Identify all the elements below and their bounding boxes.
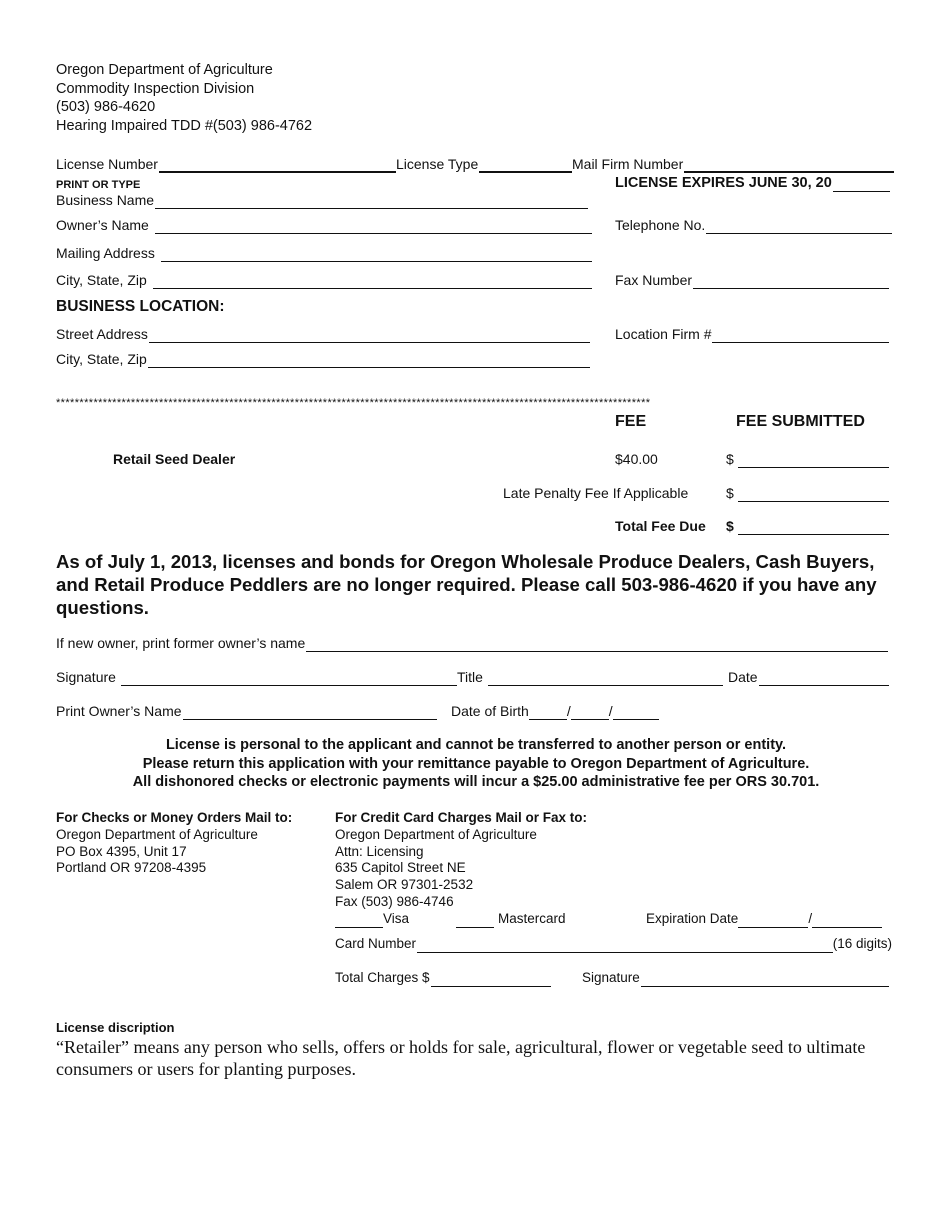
signature-label: Signature <box>56 669 116 685</box>
dollar-sign: $ <box>726 485 734 501</box>
fax-number-field[interactable] <box>615 271 889 289</box>
expiration-date-field[interactable] <box>646 910 882 928</box>
fee-submitted-header: FEE SUBMITTED <box>736 413 865 430</box>
agency-phone: (503) 986-4620 <box>56 99 156 116</box>
signature-field[interactable] <box>56 668 457 686</box>
mailing-address-label: Mailing Address <box>56 245 155 261</box>
total-fee-due-label: Total Fee Due <box>615 518 706 534</box>
print-or-type-label: PRINT OR TYPE <box>56 179 141 191</box>
date-of-birth-field[interactable] <box>451 702 659 720</box>
license-type-label: License Type <box>396 156 479 172</box>
fax-number-label: Fax Number <box>615 272 693 288</box>
title-field[interactable] <box>457 668 723 686</box>
total-charges-field[interactable] <box>335 969 551 987</box>
owners-name-field[interactable] <box>56 216 592 234</box>
total-fee-submitted-field[interactable] <box>726 517 889 535</box>
credit-mail-line: Fax (503) 986-4746 <box>335 893 454 909</box>
fee-header: FEE <box>615 413 647 430</box>
agency-division: Commodity Inspection Division <box>56 80 255 97</box>
late-penalty-submitted-field[interactable] <box>726 484 889 502</box>
print-owner-name-field[interactable] <box>56 702 437 720</box>
credit-mail-line: Salem OR 97301-2532 <box>335 877 474 893</box>
license-number-label: License Number <box>56 156 158 172</box>
owners-name-label: Owner’s Name <box>56 217 149 233</box>
telephone-field[interactable] <box>615 216 892 234</box>
former-owner-label: If new owner, print former owner’s name <box>56 635 306 651</box>
dob-slash: / <box>608 703 613 719</box>
credit-mail-line: Oregon Department of Agriculture <box>335 826 537 842</box>
dollar-sign: $ <box>726 518 734 534</box>
card-digits-note: (16 digits) <box>832 936 892 951</box>
card-signature-field[interactable] <box>582 969 889 987</box>
star-divider: ******************************************************************************************************************************* <box>56 397 651 409</box>
mastercard-label: Mastercard <box>498 911 566 926</box>
checks-mail-line: Portland OR 97208-4395 <box>56 860 207 876</box>
mailing-address-field[interactable] <box>56 244 592 262</box>
mail-firm-number-label: Mail Firm Number <box>572 156 684 172</box>
statement-dishonored: All dishonored checks or electronic payments will incur a $25.00 administrative fee per ORS 30.701. <box>132 774 820 790</box>
credit-mail-line: 635 Capitol Street NE <box>335 860 466 876</box>
statement-personal: License is personal to the applicant and cannot be transferred to another person or entity. <box>165 737 787 753</box>
print-owner-name-label: Print Owner’s Name <box>56 703 182 719</box>
business-name-label: Business Name <box>56 192 155 208</box>
city-state-zip-field[interactable] <box>56 271 592 289</box>
visa-label: Visa <box>383 911 410 926</box>
agency-tdd: Hearing Impaired TDD #(503) 986-4762 <box>56 117 313 134</box>
credit-mail-heading: For Credit Card Charges Mail or Fax to: <box>335 810 588 825</box>
license-type-field[interactable] <box>396 155 572 173</box>
date-field[interactable] <box>728 668 889 686</box>
visa-checkbox[interactable] <box>335 910 409 928</box>
credit-mail-block <box>335 810 587 911</box>
checks-mail-block <box>56 810 292 877</box>
date-label: Date <box>728 669 758 685</box>
street-address-field[interactable] <box>56 325 590 343</box>
notice-text: As of July 1, 2013, licenses and bonds for Oregon Wholesale Produce Dealers, Cash Buyers, and Retail Produce Peddlers are no longer required. Please call 503-986-4620 if you have any questions. <box>56 551 877 618</box>
card-number-field[interactable] <box>335 935 892 953</box>
exp-slash: / <box>808 911 813 926</box>
location-city-state-zip-field[interactable] <box>56 350 590 368</box>
retail-fee-submitted-field[interactable] <box>726 450 889 468</box>
total-charges-label: Total Charges $ <box>335 970 430 985</box>
mastercard-checkbox[interactable] <box>456 910 566 928</box>
street-address-label: Street Address <box>56 326 148 342</box>
agency-header <box>56 61 312 135</box>
statement-remittance: Please return this application with your remittance payable to Oregon Department of Agriculture. <box>142 756 810 772</box>
retail-seed-dealer-label: Retail Seed Dealer <box>113 451 236 467</box>
late-penalty-label: Late Penalty Fee If Applicable <box>503 485 689 501</box>
city-state-zip-label: City, State, Zip <box>56 272 147 288</box>
dob-label: Date of Birth <box>451 703 529 719</box>
mail-firm-number-field[interactable] <box>572 155 894 173</box>
card-signature-label: Signature <box>582 970 640 985</box>
title-label: Title <box>457 669 483 685</box>
business-name-field[interactable] <box>56 191 588 209</box>
license-expires-field[interactable] <box>615 174 890 192</box>
license-description-body: “Retailer” means any person who sells, offers or holds for sale, agricultural, flower or vegetable seed to ultimate consumers or users for planting purposes. <box>56 1037 866 1079</box>
license-expires-label: LICENSE EXPIRES JUNE 30, 20 <box>615 175 832 191</box>
business-location-heading: BUSINESS LOCATION: <box>56 298 225 315</box>
former-owner-field[interactable] <box>56 634 888 652</box>
retail-seed-dealer-fee: $40.00 <box>615 451 658 467</box>
license-description-heading: License discription <box>56 1020 175 1035</box>
checks-mail-line: Oregon Department of Agriculture <box>56 826 258 842</box>
card-number-label: Card Number <box>335 936 417 951</box>
dollar-sign: $ <box>726 451 734 467</box>
credit-mail-line: Attn: Licensing <box>335 843 424 859</box>
telephone-label: Telephone No. <box>615 217 706 233</box>
checks-mail-heading: For Checks or Money Orders Mail to: <box>56 810 293 825</box>
expiration-label: Expiration Date <box>646 911 739 926</box>
license-number-field[interactable] <box>56 155 396 173</box>
dob-slash: / <box>566 703 571 719</box>
checks-mail-line: PO Box 4395, Unit 17 <box>56 843 187 859</box>
location-firm-label: Location Firm # <box>615 326 712 342</box>
location-firm-field[interactable] <box>615 325 889 343</box>
agency-name: Oregon Department of Agriculture <box>56 62 273 78</box>
location-city-state-zip-label: City, State, Zip <box>56 351 147 367</box>
